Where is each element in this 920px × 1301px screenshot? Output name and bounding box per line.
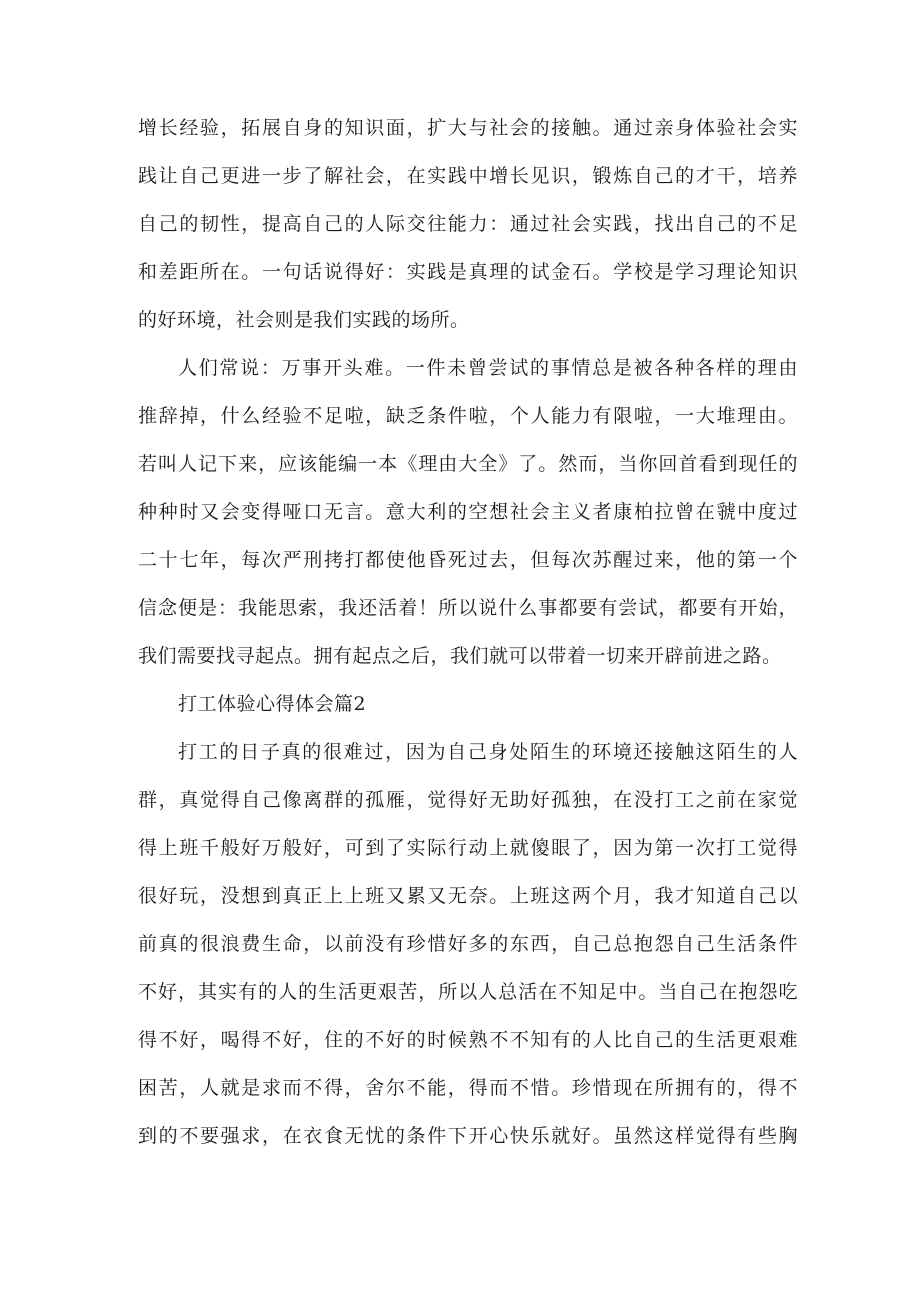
paragraph-line: 二十七年，每次严刑拷打都使他昏死过去，但每次苏醒过来，他的第一个: [138, 549, 798, 571]
paragraph-line: 我们需要找寻起点。拥有起点之后，我们就可以带着一切来开辟前进之路。: [138, 645, 782, 667]
paragraph-line: 前真的很浪费生命，以前没有珍惜好多的东西，自己总抱怨自己生活条件: [138, 933, 798, 955]
paragraph-3: [138, 728, 798, 1160]
paragraph-2: [138, 344, 798, 680]
paragraph-line: 人们常说：万事开头难。一件未曾尝试的事情总是被各种各样的理由: [178, 357, 798, 379]
paragraph-line: 困苦，人就是求而不得，舍尔不能，得而不惜。珍惜现在所拥有的，得不: [138, 1077, 798, 1099]
paragraph-line: 到的不要强求，在衣食无忧的条件下开心快乐就好。虽然这样觉得有些胸: [138, 1125, 798, 1147]
paragraph-line: 增长经验，拓展自身的知识面，扩大与社会的接触。通过亲身体验社会实: [138, 117, 798, 139]
paragraph-line: 若叫人记下来，应该能编一本《理由大全》了。然而，当你回首看到现任的: [138, 453, 798, 475]
paragraph-line: 推辞掉，什么经验不足啦，缺乏条件啦，个人能力有限啦，一大堆理由。: [138, 405, 798, 427]
paragraph-line: 不好，其实有的人的生活更艰苦，所以人总活在不知足中。当自己在抱怨吃: [138, 981, 798, 1003]
section-heading: 打工体验心得体会篇2: [178, 693, 367, 715]
paragraph-line: 得上班千般好万般好，可到了实际行动上就傻眼了，因为第一次打工觉得: [138, 837, 798, 859]
paragraph-line: 信念便是：我能思索，我还活着！所以说什么事都要有尝试，都要有开始，: [138, 597, 798, 619]
paragraph-line: 群，真觉得自己像离群的孤雁，觉得好无助好孤独，在没打工之前在家觉: [138, 789, 798, 811]
document-body: [138, 104, 798, 1160]
paragraph-line: 很好玩，没想到真正上上班又累又无奈。上班这两个月，我才知道自己以: [138, 885, 798, 907]
paragraph-line: 打工的日子真的很难过，因为自己身处陌生的环境还接触这陌生的人: [178, 741, 798, 763]
paragraph-line: 践让自己更进一步了解社会，在实践中增长见识，锻炼自己的才干，培养: [138, 165, 798, 187]
paragraph-1: [138, 104, 798, 344]
paragraph-line: 得不好，喝得不好，住的不好的时候熟不不知有的人比自己的生活更艰难: [138, 1029, 798, 1051]
paragraph-line: 和差距所在。一句话说得好：实践是真理的试金石。学校是学习理论知识: [138, 261, 798, 283]
paragraph-line: 自己的韧性，提高自己的人际交往能力：通过社会实践，找出自己的不足: [138, 213, 798, 235]
paragraph-line: 的好环境，社会则是我们实践的场所。: [138, 309, 470, 331]
paragraph-line: 种种时又会变得哑口无言。意大利的空想社会主义者康柏拉曾在虢中度过: [138, 501, 798, 523]
